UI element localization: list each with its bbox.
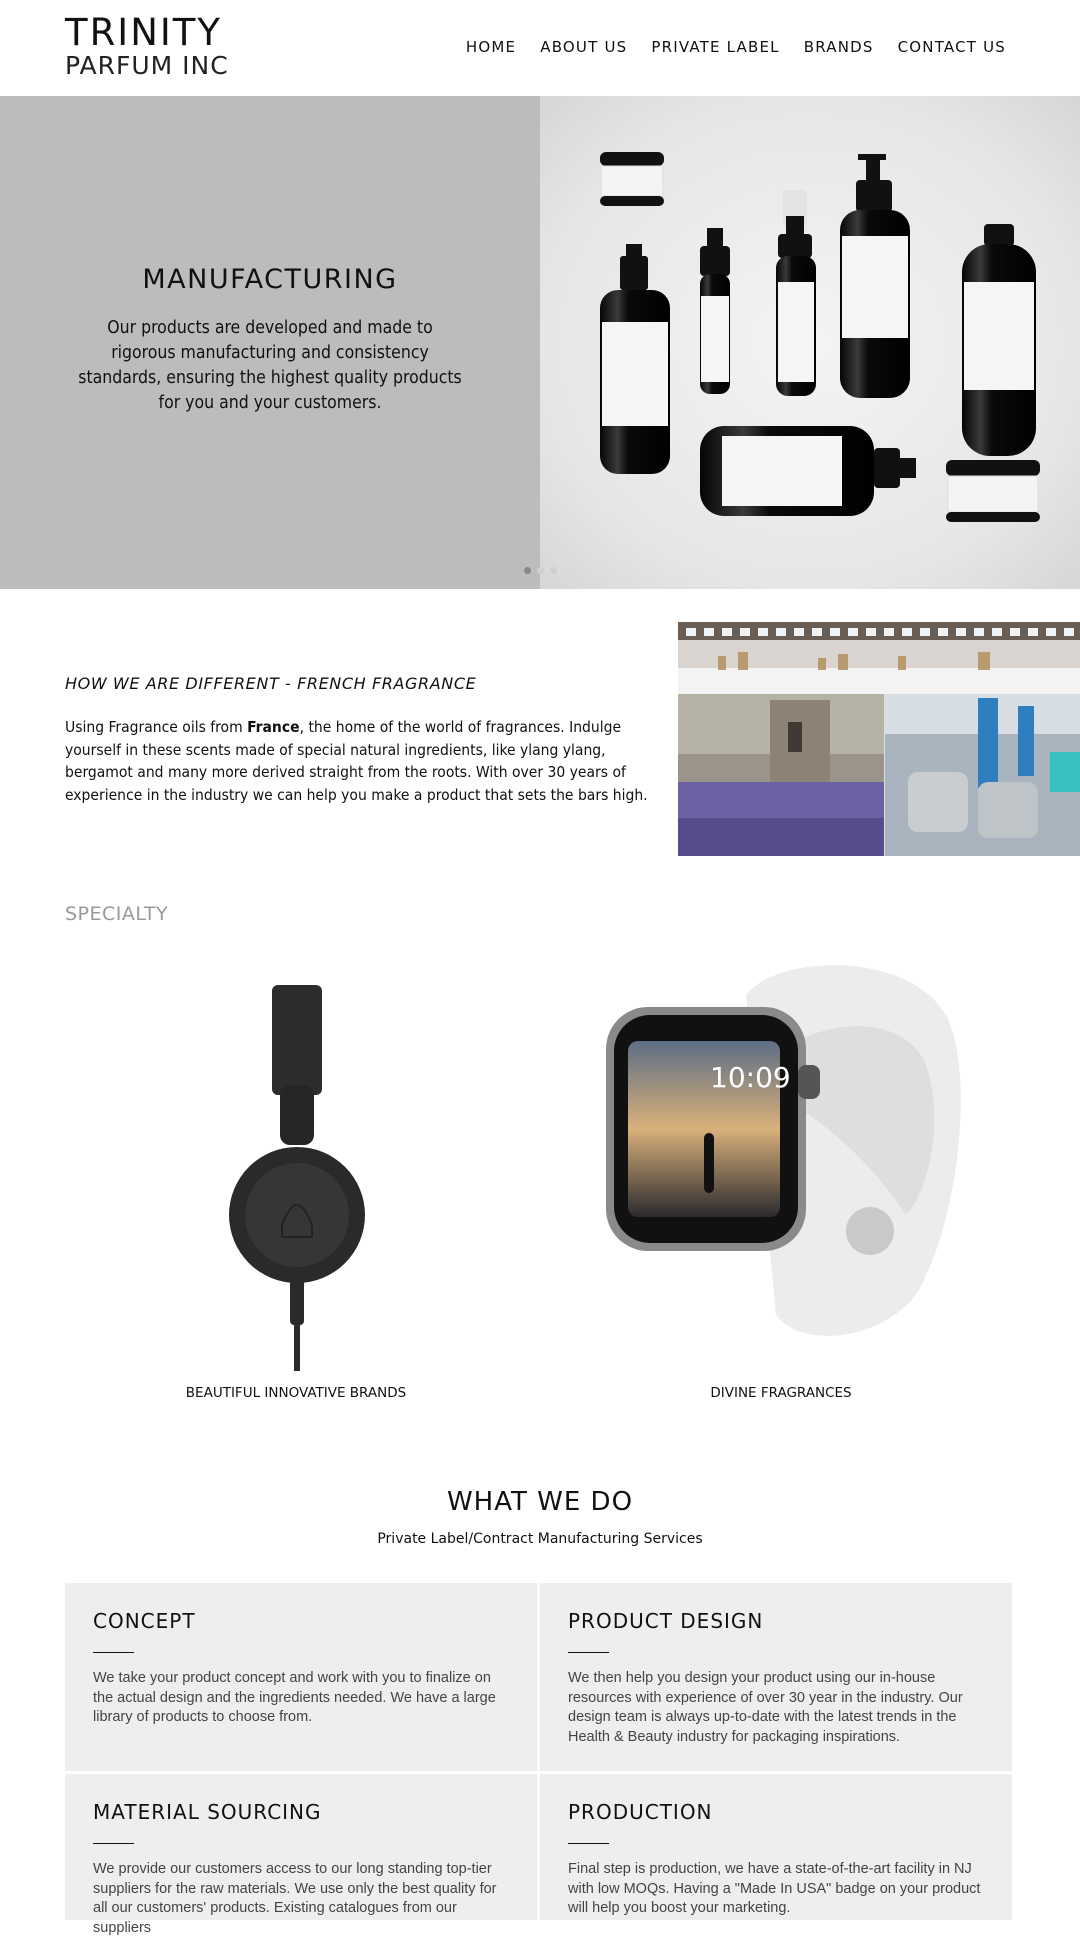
nav-brands[interactable]: BRANDS	[803, 38, 874, 56]
service-card-concept	[65, 1583, 537, 1771]
slider-dot-1[interactable]	[524, 567, 531, 574]
card-text: We then help you design your product using our in-house resources with experience of over 30 year in the industry. Our design team is always up-to-date with the latest trends in the Health & Beauty industry for packaging inspirations.	[568, 1670, 963, 1745]
card-title: CONCEPT	[93, 1609, 196, 1633]
slider-dot-2[interactable]	[537, 567, 544, 574]
service-card-product-design	[540, 1583, 1012, 1771]
fragrance-collage-image	[678, 622, 1080, 856]
nav-contact-us[interactable]: CONTACT US	[897, 38, 1006, 56]
card-text: We provide our customers access to our long standing top-tier suppliers for the raw materials. We use only the best quality for all our customers' products. Existing catalogues from our suppliers	[93, 1861, 497, 1936]
different-heading: HOW WE ARE DIFFERENT - FRENCH FRAGRANCE	[65, 674, 477, 693]
pump-bottle-tall	[840, 154, 910, 398]
service-card-production	[540, 1774, 1012, 1920]
card-divider	[93, 1843, 134, 1844]
card-text: We take your product concept and work with you to finalize on the actual design and the ingredients needed. We have a large library of products to choose from.	[93, 1670, 496, 1725]
card-divider	[568, 1652, 609, 1653]
slider-dots	[524, 567, 557, 574]
card-title: PRODUCT DESIGN	[568, 1609, 764, 1633]
nav-about-us[interactable]: ABOUT US	[540, 38, 628, 56]
hero-slider	[0, 96, 1080, 589]
different-text-end: , the home of the world of fragrances. Indulge yourself in these scents made of special natural ingredients, like ylang ylang, bergamot and many more derived straight from the roots. With over 30 years of experience in the industry we can help you make a product that sets the bars high.	[65, 718, 648, 804]
product-caption-fragrances: DIVINE FRAGRANCES	[710, 1385, 852, 1401]
spray-bottle-1	[700, 228, 730, 394]
site-header	[0, 0, 1080, 96]
different-paragraph	[65, 716, 665, 806]
card-divider	[568, 1843, 609, 1844]
watch-time: 10:09	[710, 1061, 791, 1094]
slider-dot-3[interactable]	[550, 567, 557, 574]
what-we-do-heading: WHAT WE DO	[446, 1487, 634, 1517]
service-card-material-sourcing	[65, 1774, 537, 1936]
product-caption-brands: BEAUTIFUL INNOVATIVE BRANDS	[185, 1385, 407, 1401]
pump-bottle-left	[600, 244, 670, 474]
hero-description: Our products are developed and made to rigorous manufacturing and consistency standards, ensuring the highest quality products for you and your customers.	[78, 318, 462, 413]
nav-home[interactable]: HOME	[465, 38, 517, 56]
logo-top-text: TRINITY	[65, 11, 223, 54]
main-nav	[466, 38, 1006, 56]
logo-bottom-text: PARFUM INC	[65, 51, 229, 80]
jar-small	[600, 152, 664, 206]
bottle-lying	[700, 426, 916, 516]
card-divider	[93, 1652, 134, 1653]
headphones-image[interactable]	[200, 975, 400, 1375]
different-text-start: Using Fragrance oils from	[65, 718, 248, 736]
bottle-right	[962, 224, 1036, 456]
what-we-do-subtitle: Private Label/Contract Manufacturing Services	[377, 1531, 703, 1547]
hero-bottles-image	[540, 96, 1080, 589]
nav-private-label[interactable]: PRIVATE LABEL	[651, 38, 780, 56]
smartwatch-image[interactable]	[606, 955, 966, 1355]
specialty-heading: SPECIALTY	[65, 903, 169, 925]
card-title: PRODUCTION	[568, 1800, 713, 1824]
card-title: MATERIAL SOURCING	[93, 1800, 322, 1824]
card-text: Final step is production, we have a state-of-the-art facility in NJ with low MOQs. Having a "Made In USA" badge on your product will help you boost your marketing.	[568, 1861, 981, 1916]
site-logo[interactable]	[65, 11, 229, 80]
hero-title: MANUFACTURING	[142, 264, 398, 295]
jar-large	[946, 460, 1040, 522]
spray-bottle-2	[776, 190, 816, 396]
hero-text-panel	[0, 96, 540, 589]
different-text-bold: France	[247, 718, 300, 736]
